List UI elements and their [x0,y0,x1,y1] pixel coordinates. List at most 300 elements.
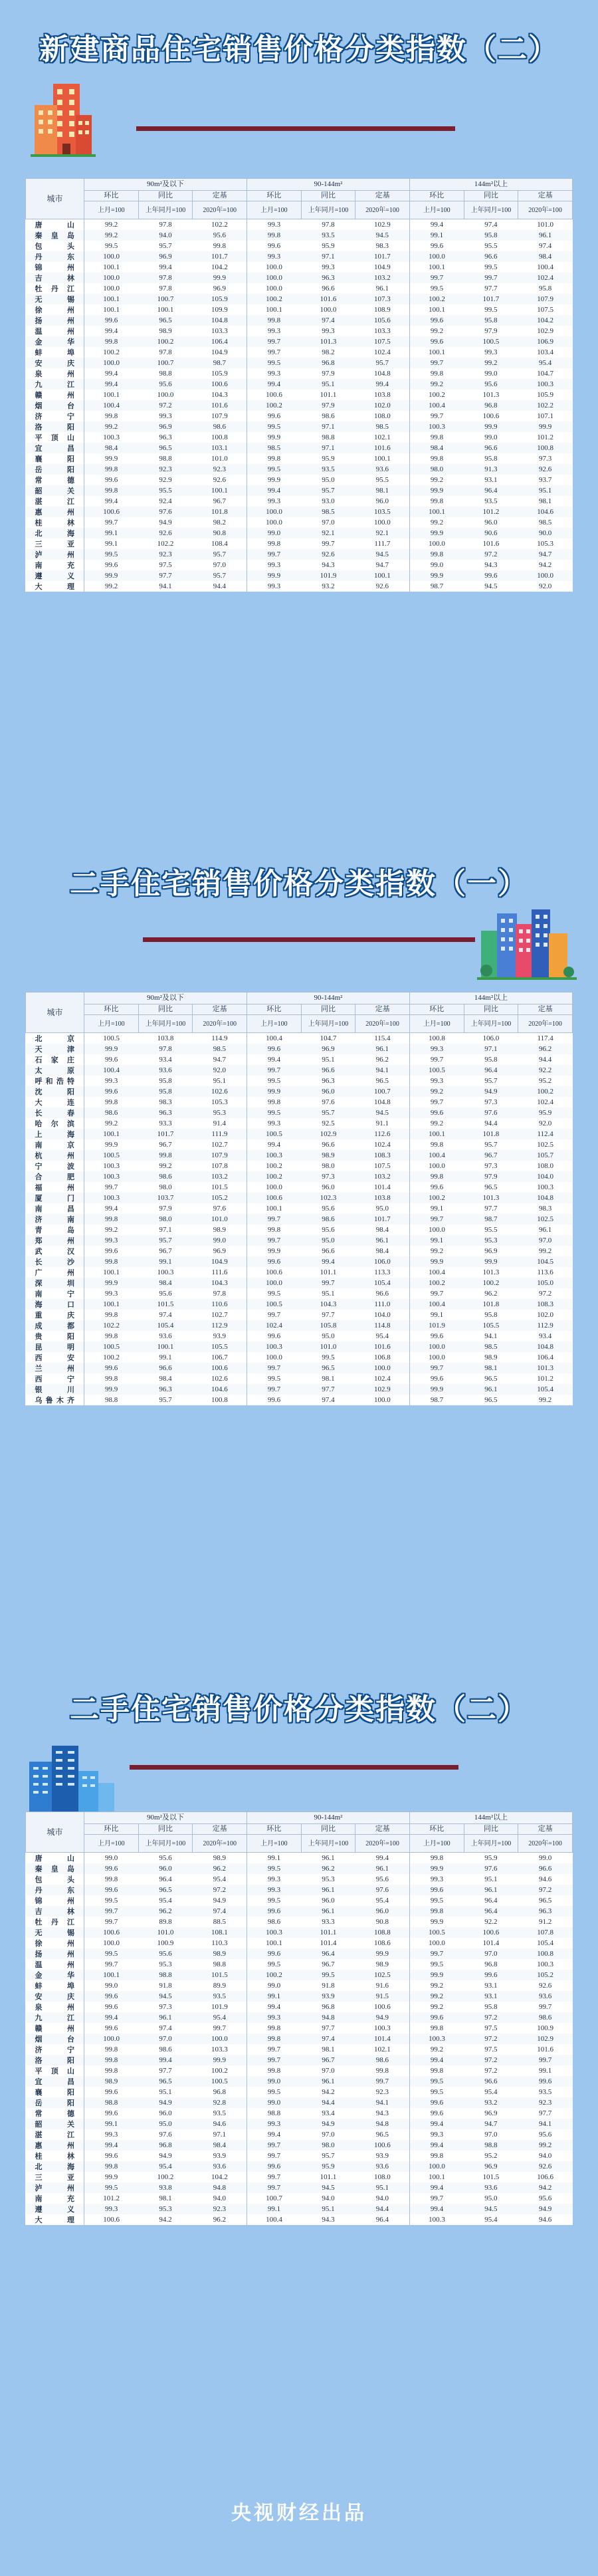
index-value: 100.0 [409,1161,464,1171]
city-name: 九江 [26,2012,84,2023]
index-value: 101.8 [464,1299,518,1310]
city-name: 杭州 [26,1150,84,1161]
index-value: 100.1 [84,1299,139,1310]
index-value: 90.8 [193,528,247,538]
index-value: 103.1 [193,443,247,453]
index-value: 111.6 [211,1268,228,1276]
city-name: 乌鲁木齐 [35,1395,74,1405]
sub-header: 同比 [138,1824,193,1835]
index-value: 99.8 [409,2023,464,2034]
index-value: 97.9 [322,369,335,378]
index-value: 96.1 [301,1885,355,1895]
group-header: 90-144m² [247,179,409,191]
index-value: 101.0 [193,1214,247,1225]
section-1-rows [26,219,573,592]
table-row [26,475,573,485]
index-value: 96.3 [138,1384,193,1395]
index-value: 95.0 [484,2194,498,2202]
index-value: 96.6 [301,1065,355,1076]
index-value: 96.1 [138,2012,193,2023]
index-value: 99.1 [159,1353,172,1361]
index-value: 99.1 [409,1203,464,1214]
city-name: 长春 [26,1108,84,1118]
city-name: 温州 [35,1960,74,1969]
index-value: 99.1 [138,1256,193,1267]
table-row [26,1193,573,1203]
table-row [26,1214,573,1225]
index-value: 102.0 [537,1310,553,1319]
index-value: 97.6 [322,1098,335,1106]
index-value: 105.4 [138,1320,193,1331]
index-value: 97.6 [464,1108,518,1118]
index-value: 98.4 [84,443,139,453]
index-value: 100.2 [409,1193,464,1203]
city-name: 济南 [26,1214,84,1225]
index-value: 97.4 [322,1395,335,1404]
index-value: 99.7 [247,549,301,560]
index-value: 95.9 [484,1853,498,1862]
index-value: 99.1 [539,2066,552,2075]
index-value: 104.9 [193,1256,247,1267]
index-value: 97.2 [539,1289,552,1298]
index-value: 99.8 [247,230,301,241]
index-value: 101.3 [518,1363,573,1373]
index-value: 98.5 [355,421,410,432]
table-row [26,1342,573,1352]
index-value: 96.4 [159,1875,172,1883]
index-value: 98.6 [301,1214,355,1225]
index-value: 99.3 [247,2119,301,2129]
city-name: 太原 [26,1065,84,1076]
index-value: 98.1 [159,2194,172,2202]
index-value: 100.0 [247,283,301,294]
city-name: 锦州 [35,1896,74,1905]
index-value: 100.0 [247,273,301,283]
table-row [26,1225,573,1235]
index-value: 98.4 [409,443,464,453]
table-row [26,1310,573,1320]
index-value: 101.1 [301,1927,355,1938]
index-value: 99.0 [84,1853,139,1864]
city-name: 武汉 [35,1246,74,1256]
index-value: 94.4 [539,1055,552,1064]
city-name: 蚌埠 [35,1981,74,1990]
index-value: 93.5 [484,497,498,505]
index-value: 97.6 [138,507,193,517]
index-value: 99.7 [409,1054,464,1065]
table-row [26,485,573,496]
index-value: 97.8 [322,220,335,229]
index-value: 99.4 [247,1139,301,1150]
city-name: 昆明 [26,1342,84,1352]
city-name: 南充 [35,2194,74,2203]
index-value: 91.2 [539,1917,552,1926]
index-value: 99.5 [409,283,464,294]
table-row [26,1352,573,1363]
index-value: 99.8 [409,1171,464,1182]
index-value: 102.2 [211,220,228,229]
index-value: 104.8 [518,1193,573,1203]
index-value: 108.6 [373,1938,391,1947]
index-value: 99.7 [409,358,464,368]
city-name: 成都 [26,1320,84,1331]
index-value: 95.7 [484,1076,498,1085]
index-value: 92.6 [301,549,355,560]
index-value: 103.2 [355,1171,410,1182]
section-1-table [25,178,573,592]
city-name: 天津 [26,1044,84,1054]
index-value: 99.2 [409,2044,464,2055]
table-row [26,1331,573,1342]
index-value: 99.7 [247,336,301,347]
table-row [26,2193,573,2204]
index-value: 98.9 [84,2076,139,2087]
index-value: 104.3 [301,1299,355,1310]
index-value: 102.5 [355,1970,410,1980]
index-value: 100.0 [320,305,337,314]
index-value: 98.4 [375,1246,389,1255]
index-value: 102.0 [355,400,410,411]
table-row [26,1246,573,1256]
index-value: 98.9 [193,1948,247,1959]
index-value: 95.0 [322,1332,335,1340]
sub-header: 环比 [247,1824,301,1835]
table-row [26,1278,573,1288]
index-value: 97.8 [159,220,172,229]
index-value: 93.3 [322,1917,335,1926]
index-value: 99.0 [247,2097,301,2108]
index-value: 93.4 [159,1055,172,1064]
index-value: 98.4 [518,251,573,262]
index-value: 99.6 [409,241,464,251]
index-value: 93.1 [484,475,498,484]
index-value: 93.6 [138,1065,193,1076]
index-value: 99.8 [84,1331,139,1342]
index-value: 95.4 [159,1896,172,1905]
index-value: 100.2 [247,294,301,304]
index-value: 96.8 [322,2002,335,2011]
city-name: 湛江 [35,2130,74,2139]
index-value: 99.1 [84,538,139,549]
index-value: 94.1 [484,1332,498,1340]
index-value: 97.2 [484,2066,498,2075]
table-row [26,528,573,538]
index-value: 92.6 [518,2161,573,2172]
index-value: 99.3 [247,1118,301,1129]
index-value: 95.8 [464,315,518,326]
index-value: 98.7 [193,358,247,368]
base-header: 2020年=100 [193,1015,247,1033]
index-value: 100.6 [247,1267,301,1278]
index-value: 93.4 [539,1332,552,1340]
index-value: 105.7 [518,1150,573,1161]
index-value: 108.1 [193,1927,247,1938]
city-name: 泉州 [35,2002,74,2012]
city-name: 韶关 [26,2119,84,2129]
city-name: 贵阳 [35,1332,74,1341]
group-header: 144m²以上 [409,993,572,1004]
index-value: 98.5 [464,1342,518,1352]
index-value: 96.6 [322,284,335,293]
index-value: 97.5 [159,560,172,569]
index-value: 100.7 [355,1086,410,1097]
index-value: 98.4 [138,1278,193,1288]
city-name: 无锡 [26,1927,84,1938]
city-name: 秦皇岛 [26,1863,84,1874]
index-value: 99.3 [409,2129,464,2140]
index-value: 98.0 [409,464,464,475]
index-value: 95.3 [193,1108,247,1118]
index-value: 100.2 [247,1161,301,1171]
index-value: 99.3 [247,1885,301,1895]
index-value: 97.7 [301,1384,355,1395]
index-value: 100.2 [84,347,139,358]
index-value: 96.5 [484,1374,498,1383]
index-value: 100.0 [409,538,464,549]
index-value: 95.8 [484,2002,498,2011]
index-value: 98.8 [247,2108,301,2119]
index-value: 100.1 [409,2172,464,2182]
index-value: 99.8 [84,2065,139,2076]
city-name: 锦州 [35,263,74,272]
index-value: 98.0 [301,2140,355,2151]
section-3-title: 二手住宅销售价格分类指数（二） [70,1693,528,1726]
index-value: 101.6 [537,2045,553,2053]
city-name: 湛江 [35,497,74,506]
index-value: 102.9 [355,1384,410,1395]
index-value: 98.8 [213,1960,227,1968]
index-value: 95.6 [539,2130,552,2139]
index-value: 93.9 [213,1332,227,1340]
index-value: 99.1 [84,528,139,538]
index-value: 97.2 [193,1885,247,1895]
index-value: 96.9 [213,284,227,293]
index-value: 94.5 [355,549,410,560]
index-value: 100.3 [409,2214,464,2225]
index-value: 93.6 [464,2182,518,2193]
index-value: 100.3 [537,1960,553,1968]
index-value: 94.7 [518,549,573,560]
index-value: 93.6 [355,2161,410,2172]
index-value: 104.0 [518,1171,573,1182]
index-value: 100.1 [409,304,464,315]
index-value: 95.4 [484,2087,498,2096]
index-value: 96.5 [138,1885,193,1895]
index-value: 99.4 [247,2002,301,2012]
index-value: 101.7 [138,1129,193,1139]
index-value: 113.6 [537,1268,553,1276]
index-value: 94.9 [301,2119,355,2129]
index-value: 94.5 [484,582,498,590]
index-value: 106.4 [193,336,247,347]
index-value: 92.3 [138,549,193,560]
city-name: 石家庄 [35,1055,74,1064]
table-row [26,1970,573,1980]
index-value: 96.0 [322,1896,335,1905]
index-value: 101.8 [464,1129,518,1139]
index-value: 99.8 [409,1853,464,1864]
index-value: 99.7 [518,2055,573,2065]
index-value: 100.6 [482,411,500,420]
index-value: 99.4 [409,2055,464,2065]
index-value: 100.8 [518,443,573,453]
table-row [26,379,573,390]
index-value: 99.6 [247,1256,301,1267]
index-value: 108.4 [211,539,228,548]
index-value: 100.8 [518,1948,573,1959]
index-value: 101.1 [320,390,337,399]
index-value: 97.7 [322,1310,335,1319]
index-value: 94.9 [213,1896,227,1905]
index-value: 99.6 [464,570,518,581]
index-value: 98.1 [322,2045,335,2053]
sub-header: 同比 [464,191,518,201]
index-value: 99.8 [213,241,227,250]
index-value: 92.1 [355,528,410,538]
base-header: 上月=100 [247,201,301,219]
index-value: 96.9 [138,251,193,262]
index-value: 99.0 [409,560,464,570]
index-value: 97.0 [138,2034,193,2044]
city-name: 烟台 [26,400,84,411]
index-value: 99.9 [409,1384,464,1395]
table-row [26,262,573,273]
index-value: 95.7 [193,549,247,560]
index-value: 102.7 [211,1140,228,1149]
index-value: 93.0 [322,497,335,505]
index-value: 105.3 [211,1098,228,1106]
index-value: 99.7 [539,2002,552,2011]
index-value: 103.8 [157,1034,174,1042]
index-value: 102.4 [373,1140,391,1149]
index-value: 96.1 [355,1235,410,1246]
index-value: 99.8 [84,1256,139,1267]
city-name: 宁波 [35,1161,74,1171]
index-value: 102.5 [537,1140,553,1149]
index-value: 97.2 [518,1885,573,1895]
index-value: 100.3 [247,1342,301,1352]
index-value: 99.9 [193,2055,247,2065]
table-row [26,2161,573,2172]
index-value: 99.2 [539,1246,552,1255]
index-value: 98.5 [193,1044,247,1054]
index-value: 100.6 [193,1363,247,1373]
index-value: 100.3 [84,1171,139,1182]
table-row [26,2055,573,2065]
table-row [26,2087,573,2097]
index-value: 97.4 [159,1310,172,1319]
index-value: 88.5 [213,1917,227,1926]
city-name: 扬州 [26,315,84,326]
index-value: 100.3 [157,1268,174,1276]
index-value: 99.6 [409,336,464,347]
index-value: 100.0 [84,358,139,368]
index-value: 94.0 [322,2194,335,2202]
table-row [26,1853,573,1864]
sub-header: 定基 [193,1004,247,1015]
city-name: 徐州 [35,305,74,314]
index-value: 95.9 [518,1108,573,1118]
index-value: 96.3 [322,1076,335,1085]
index-value: 105.3 [537,539,553,548]
index-value: 97.1 [301,251,355,262]
index-value: 99.6 [464,1970,518,1980]
index-value: 96.3 [159,433,172,441]
table-row [26,230,573,241]
index-value: 94.3 [375,2109,389,2117]
table-row [26,549,573,560]
index-value: 94.2 [518,2182,573,2193]
index-value: 99.6 [247,241,301,251]
index-value: 104.8 [373,369,391,378]
index-value: 93.6 [193,2161,247,2172]
index-value: 95.6 [322,1204,335,1213]
city-name: 济宁 [35,2045,74,2054]
index-value: 102.4 [373,1374,391,1383]
index-value: 99.8 [84,1373,139,1384]
table-row [26,2002,573,2012]
index-value: 96.9 [213,1246,227,1255]
index-value: 99.8 [409,368,464,379]
index-value: 99.5 [84,2182,139,2193]
section-3-table-card [25,1812,573,2225]
index-value: 100.6 [84,2214,139,2225]
index-value: 99.5 [322,1353,335,1361]
index-value: 99.4 [409,219,464,231]
index-value: 107.9 [211,411,228,420]
index-value: 94.2 [322,2087,335,2096]
index-value: 99.5 [84,549,139,560]
index-value: 93.6 [518,1991,573,2002]
index-value: 97.7 [322,2024,335,2032]
index-value: 102.1 [373,2045,391,2053]
index-value: 99.9 [409,1970,464,1980]
index-value: 99.4 [84,2012,139,2023]
index-value: 99.4 [355,379,410,390]
sub-header: 定基 [193,1824,247,1835]
city-name: 洛阳 [26,2055,84,2065]
index-value: 100.0 [247,1182,301,1193]
index-value: 99.3 [409,1076,464,1086]
index-value: 98.8 [159,454,172,463]
index-value: 99.2 [84,581,139,592]
index-value: 95.8 [159,1076,172,1085]
city-name: 遵义 [26,570,84,581]
index-value: 100.1 [409,262,464,273]
index-value: 99.4 [84,326,139,336]
index-value: 106.7 [211,1353,228,1361]
index-value: 99.2 [464,358,518,368]
index-value: 99.4 [247,485,301,496]
index-value: 91.8 [159,1981,172,1990]
index-value: 92.0 [539,582,552,590]
city-header: 城市 [26,1812,84,1853]
index-value: 101.2 [537,1374,553,1383]
index-value: 94.9 [159,518,172,527]
base-header: 上月=100 [84,1835,139,1853]
index-value: 101.0 [211,454,228,463]
index-value: 99.6 [409,1182,464,1193]
table-row [26,283,573,294]
index-value: 99.8 [247,1097,301,1108]
index-value: 100.5 [247,1129,301,1139]
index-value: 99.2 [409,1991,464,2002]
index-value: 94.3 [322,560,335,569]
index-value: 95.1 [322,1289,335,1298]
base-header: 上年同月=100 [138,1835,193,1853]
table-row [26,496,573,507]
index-value: 97.0 [322,2130,335,2139]
